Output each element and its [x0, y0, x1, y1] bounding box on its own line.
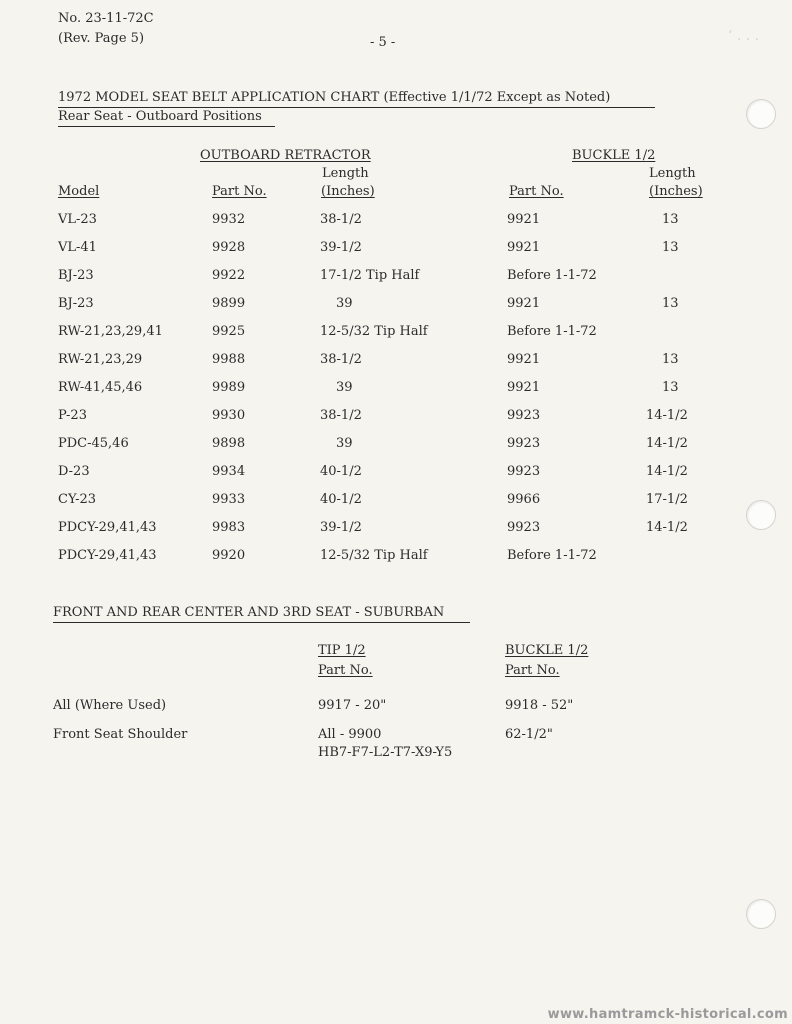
buckle-length-cell: 13	[662, 296, 679, 311]
suburban-row-label: All (Where Used)	[53, 698, 167, 713]
buckle-part-cell: 9966	[507, 492, 541, 507]
watermark: www.hamtramck-historical.com	[547, 1007, 788, 1022]
part-cell: 9928	[212, 240, 246, 255]
model-cell: VL-23	[58, 212, 97, 227]
part-cell: 9989	[212, 380, 246, 395]
length-cell: 38-1/2	[320, 408, 362, 423]
buckle-part-cell: Before 1-1-72	[507, 268, 597, 283]
length-cell: 40-1/2	[320, 464, 362, 479]
part-cell: 9932	[212, 212, 246, 227]
buckle-length-cell: 14-1/2	[646, 464, 688, 479]
model-cell: D-23	[58, 464, 90, 479]
section2-title-underline	[53, 622, 470, 623]
part-cell: 9920	[212, 548, 246, 563]
part-cell: 9922	[212, 268, 246, 283]
buckle-part-cell: 9921	[507, 296, 541, 311]
suburban-row-label: Front Seat Shoulder	[53, 727, 188, 742]
buckle-part-cell: Before 1-1-72	[507, 324, 597, 339]
column-header-length: Length	[322, 166, 369, 181]
column-header-tip-part: Part No.	[318, 663, 373, 678]
model-cell: BJ-23	[58, 296, 94, 311]
buckle-part-cell: 9923	[507, 464, 541, 479]
binder-hole	[746, 99, 776, 129]
length-cell: 40-1/2	[320, 492, 362, 507]
length-cell: 39	[336, 296, 353, 311]
part-cell: 9988	[212, 352, 246, 367]
model-cell: PDC-45,46	[58, 436, 129, 451]
length-cell: 39-1/2	[320, 240, 362, 255]
buckle-length-cell: 13	[662, 352, 679, 367]
length-cell: 12-5/32 Tip Half	[320, 324, 428, 339]
model-cell: RW-21,23,29	[58, 352, 143, 367]
model-cell: BJ-23	[58, 268, 94, 283]
tip-part-codes: HB7-F7-L2-T7-X9-Y5	[318, 745, 453, 760]
subtitle-underline	[58, 126, 275, 127]
buckle-part-cell: 9921	[507, 352, 541, 367]
section-title: 1972 MODEL SEAT BELT APPLICATION CHART (Effective 1/1/72 Except as Noted)	[58, 90, 611, 105]
length-cell: 39	[336, 436, 353, 451]
model-cell: RW-21,23,29,41	[58, 324, 163, 339]
length-cell: 39	[336, 380, 353, 395]
buckle-part-cell: 62-1/2"	[505, 727, 553, 742]
buckle-part-cell: 9923	[507, 408, 541, 423]
buckle-part-cell: 9921	[507, 212, 541, 227]
column-header-buckle-part-2: Part No.	[505, 663, 560, 678]
length-cell: 38-1/2	[320, 352, 362, 367]
binder-hole	[746, 899, 776, 929]
revision-note: (Rev. Page 5)	[58, 31, 145, 46]
model-cell: CY-23	[58, 492, 97, 507]
part-cell: 9925	[212, 324, 246, 339]
binder-hole	[746, 500, 776, 530]
section-subtitle: Rear Seat - Outboard Positions	[58, 109, 262, 124]
buckle-length-cell: 14-1/2	[646, 520, 688, 535]
buckle-part-cell: 9923	[507, 520, 541, 535]
buckle-part-cell: 9921	[507, 240, 541, 255]
length-cell: 12-5/32 Tip Half	[320, 548, 428, 563]
model-cell: P-23	[58, 408, 87, 423]
model-cell: VL-41	[58, 240, 97, 255]
column-header-model: Model	[58, 184, 100, 199]
buckle-part-cell: 9918 - 52"	[505, 698, 574, 713]
group-heading-retractor: OUTBOARD RETRACTOR	[200, 148, 371, 163]
part-cell: 9930	[212, 408, 246, 423]
buckle-length-cell: 17-1/2	[646, 492, 688, 507]
group-heading-buckle-2: BUCKLE 1/2	[505, 643, 589, 658]
part-cell: 9899	[212, 296, 246, 311]
column-header-buckle-part: Part No.	[509, 184, 564, 199]
model-cell: PDCY-29,41,43	[58, 548, 157, 563]
column-header-buckle-length-unit: (Inches)	[649, 184, 703, 199]
page-number: - 5 -	[370, 35, 396, 50]
column-header-length-unit: (Inches)	[321, 184, 375, 199]
group-heading-buckle: BUCKLE 1/2	[572, 148, 656, 163]
part-cell: 9933	[212, 492, 246, 507]
column-header-buckle-length: Length	[649, 166, 696, 181]
tip-part-cell: All - 9900	[318, 727, 382, 742]
buckle-length-cell: 13	[662, 212, 679, 227]
buckle-length-cell: 13	[662, 380, 679, 395]
buckle-length-cell: 13	[662, 240, 679, 255]
buckle-length-cell: 14-1/2	[646, 436, 688, 451]
tip-part-cell: 9917 - 20"	[318, 698, 387, 713]
length-cell: 38-1/2	[320, 212, 362, 227]
part-cell: 9983	[212, 520, 246, 535]
model-cell: PDCY-29,41,43	[58, 520, 157, 535]
length-cell: 17-1/2 Tip Half	[320, 268, 420, 283]
group-heading-tip: TIP 1/2	[318, 643, 366, 658]
buckle-part-cell: 9921	[507, 380, 541, 395]
document-number: No. 23-11-72C	[58, 11, 154, 26]
bleed-through-mark: ‘ . . .	[728, 28, 760, 44]
buckle-part-cell: Before 1-1-72	[507, 548, 597, 563]
part-cell: 9934	[212, 464, 246, 479]
title-underline	[58, 107, 655, 108]
section2-title: FRONT AND REAR CENTER AND 3RD SEAT - SUBURBAN	[53, 605, 445, 620]
buckle-part-cell: 9923	[507, 436, 541, 451]
column-header-part: Part No.	[212, 184, 267, 199]
length-cell: 39-1/2	[320, 520, 362, 535]
buckle-length-cell: 14-1/2	[646, 408, 688, 423]
part-cell: 9898	[212, 436, 246, 451]
model-cell: RW-41,45,46	[58, 380, 143, 395]
